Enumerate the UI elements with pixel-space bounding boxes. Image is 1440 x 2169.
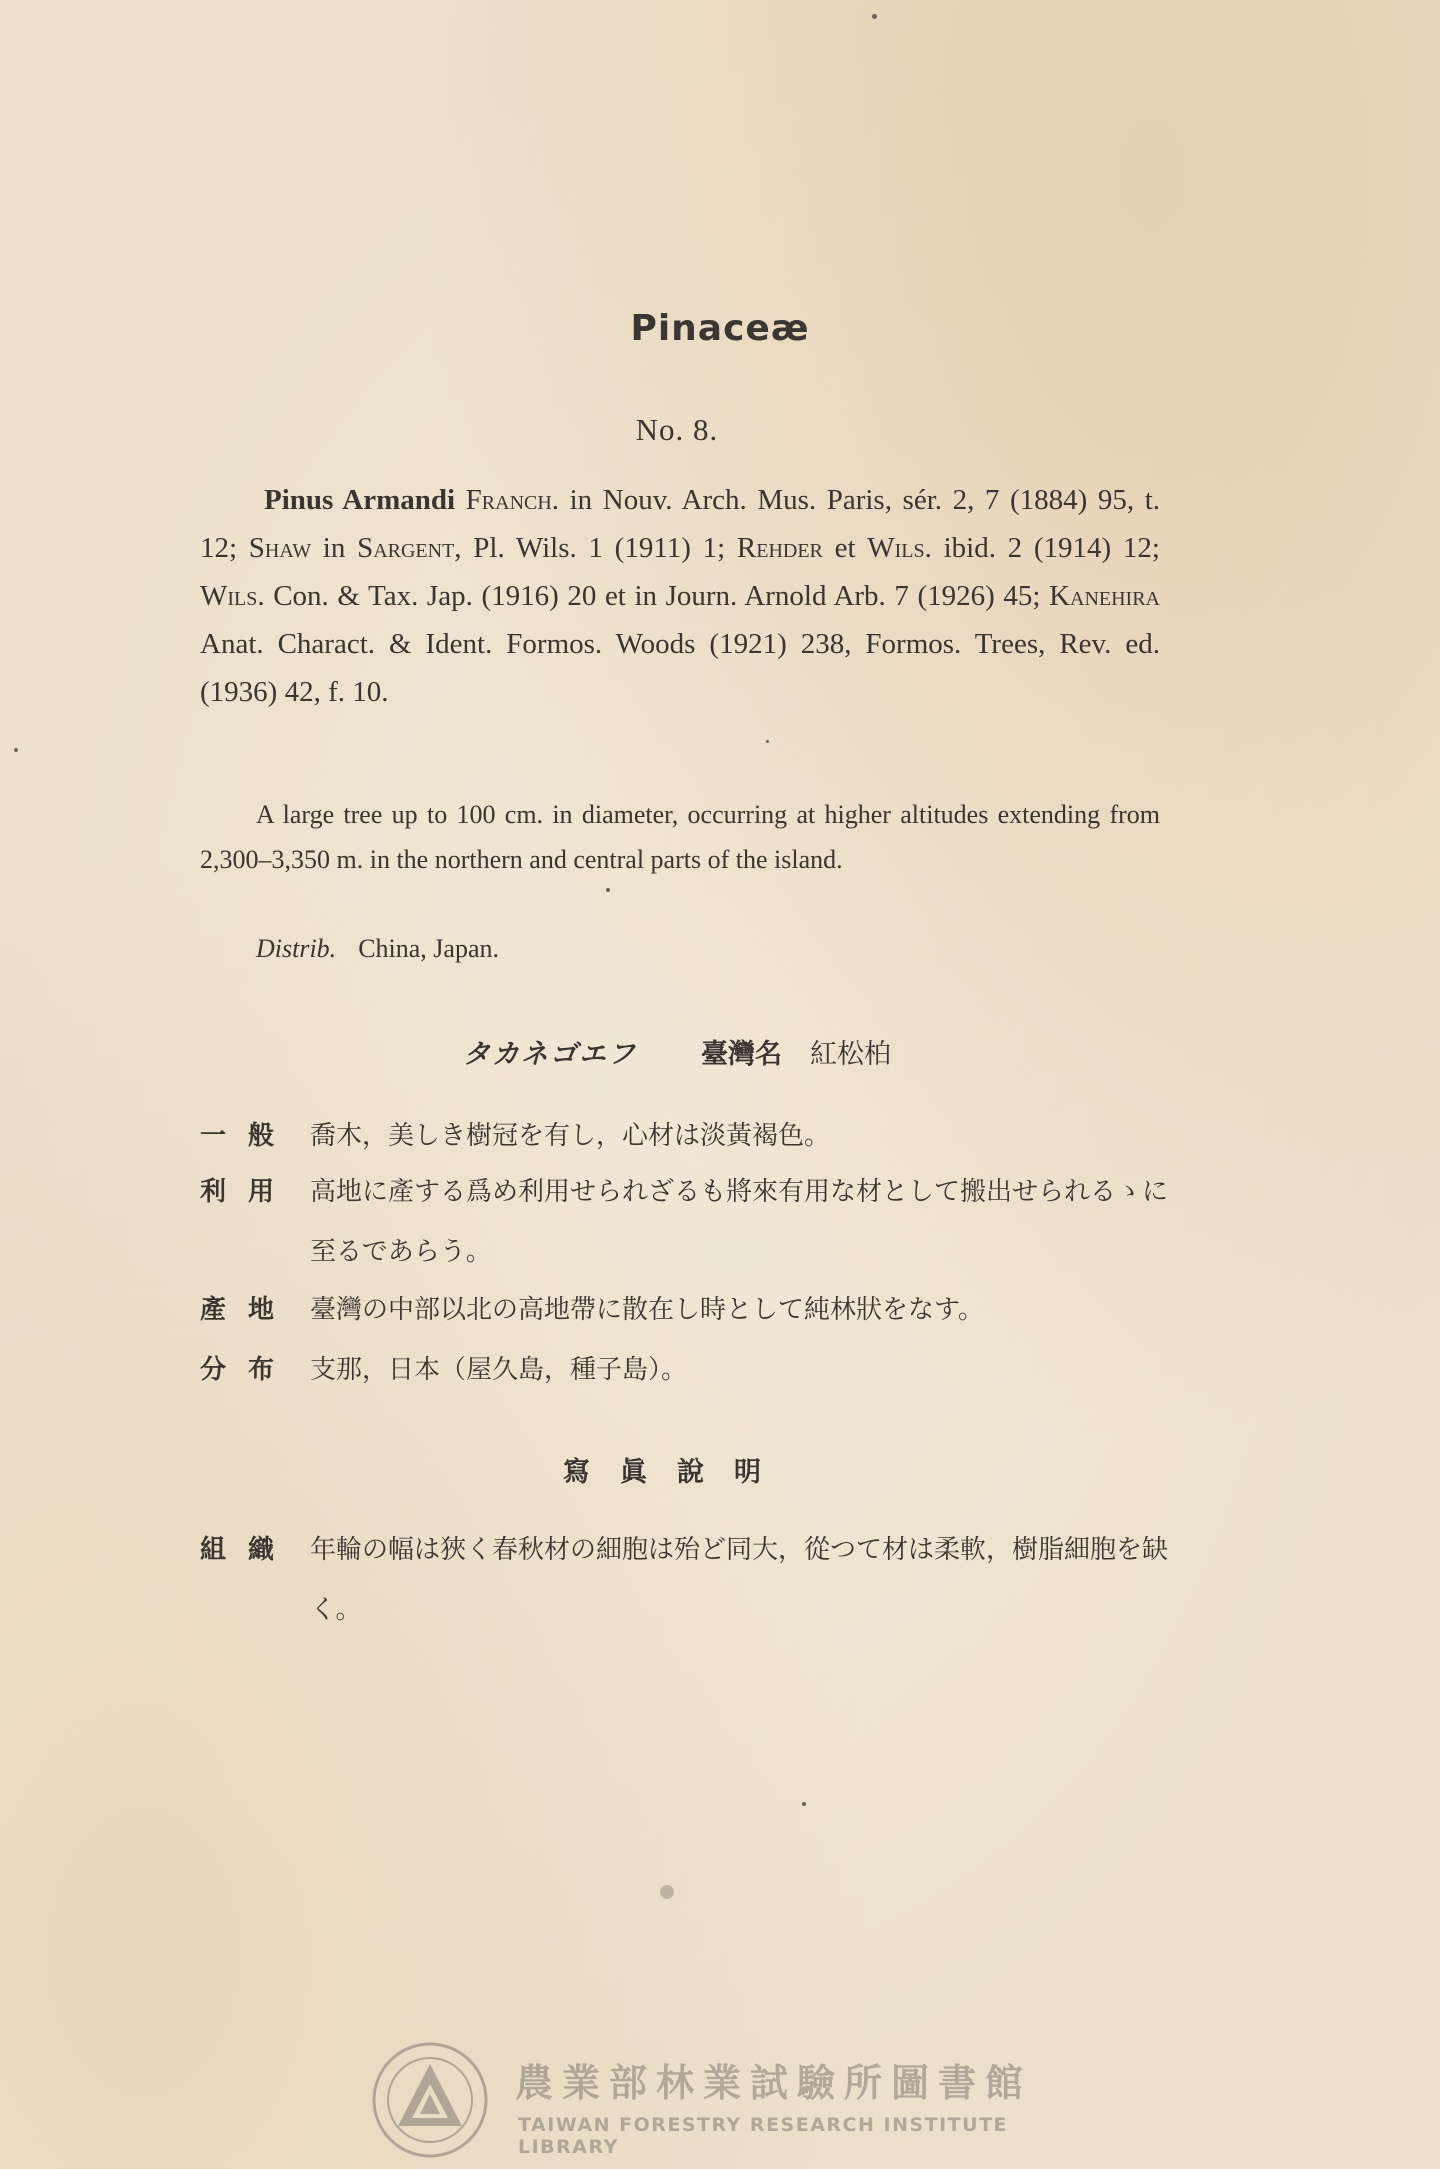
paper-speck	[872, 14, 877, 19]
paper-speck	[766, 740, 769, 743]
citation-author: Shaw	[248, 532, 312, 564]
citation-text	[200, 484, 1160, 708]
citation-fragment: ibid. 2 (1914) 12;	[931, 532, 1160, 564]
jp-row-text: 喬木，美しき樹冠を有し，心材は淡黃褐色。	[310, 1121, 831, 1151]
citation-author: Rehder	[736, 532, 823, 564]
jp-row-utilization	[200, 1162, 1170, 1282]
citation-fragment: , Pl. Wils. 1 (1911) 1;	[454, 532, 737, 564]
distribution-label: Distrib.	[256, 934, 337, 963]
jp-row-text: 高地に產する爲め利用せられざるも將來有用な材として搬出せられるゝに至るであらう。	[310, 1177, 1169, 1267]
paper-speck	[660, 1885, 674, 1899]
jp-row-text: 支那，日本（屋久島，種子島）。	[310, 1355, 688, 1385]
jp-row-label: 產地	[200, 1295, 297, 1325]
library-watermark	[370, 2040, 1090, 2160]
species-description: A large tree up to 100 cm. in diameter, occurring at higher altitudes extending from 2,300–3,350 m. in the northern and central parts of the island.	[200, 800, 1160, 874]
photo-explanation-heading: 寫眞說明	[563, 1457, 791, 1488]
jp-row-general	[200, 1106, 1170, 1166]
citation-author: Wils.	[867, 532, 932, 564]
japanese-name: タカネゴエフ	[463, 1039, 637, 1070]
citation-author: Franch.	[465, 484, 560, 516]
japanese-name-header	[0, 1032, 1354, 1071]
jp-row-text: 年輪の幅は狹く春秋材の細胞は殆ど同大，從つて材は柔軟，樹脂細胞を缺く。	[310, 1535, 1169, 1625]
library-seal-icon	[370, 2040, 490, 2160]
citation-author: Kanehira	[1049, 580, 1160, 612]
taiwan-name-label: 臺灣名	[701, 1039, 782, 1070]
paper-speck	[606, 888, 610, 892]
citation-fragment: in Nouv. Arch. Mus. Paris, sér. 2, 7 (1884) 95, t. 12;	[200, 484, 1160, 564]
paper-speck	[802, 1802, 806, 1806]
jp-row-label: 組織	[200, 1535, 297, 1565]
species-citation	[200, 476, 1160, 716]
jp-row-structure	[200, 1520, 1170, 1640]
citation-author: Sargent	[357, 532, 455, 564]
citation-author: Wils.	[200, 580, 265, 612]
jp-row-label: 利用	[200, 1177, 297, 1207]
species-name: Pinus Armandi	[264, 484, 456, 516]
jp-row-distribution	[200, 1340, 1170, 1400]
distribution-line	[256, 926, 499, 971]
library-name-english: TAIWAN FORESTRY RESEARCH INSTITUTE LIBRARY	[518, 2114, 1009, 2158]
distribution-value: China, Japan.	[358, 934, 499, 963]
citation-fragment: in	[311, 532, 358, 564]
citation-fragment	[455, 484, 466, 516]
citation-fragment: Anat. Charact. & Ident. Formos. Woods (1921) 238, Formos. Trees, Rev. ed. (1936) 42, f. 10.	[200, 628, 1160, 708]
paper-speck	[14, 748, 18, 752]
citation-fragment: et	[822, 532, 868, 564]
jp-row-label: 分布	[200, 1355, 297, 1385]
taiwan-name: 紅松柏	[810, 1039, 891, 1070]
jp-row-locality	[200, 1280, 1170, 1340]
family-title: Pinaceæ	[630, 308, 810, 349]
jp-row-label: 一般	[200, 1121, 297, 1151]
entry-number: No. 8.	[635, 412, 719, 447]
jp-row-text: 臺灣の中部以北の高地帶に散在し時として純林狀をなす。	[310, 1295, 984, 1325]
library-name-chinese: 農業部林業試驗所圖書館	[515, 2061, 1033, 2105]
citation-fragment: Con. & Tax. Jap. (1916) 20 et in Journ. Arnold Arb. 7 (1926) 45;	[264, 580, 1050, 612]
